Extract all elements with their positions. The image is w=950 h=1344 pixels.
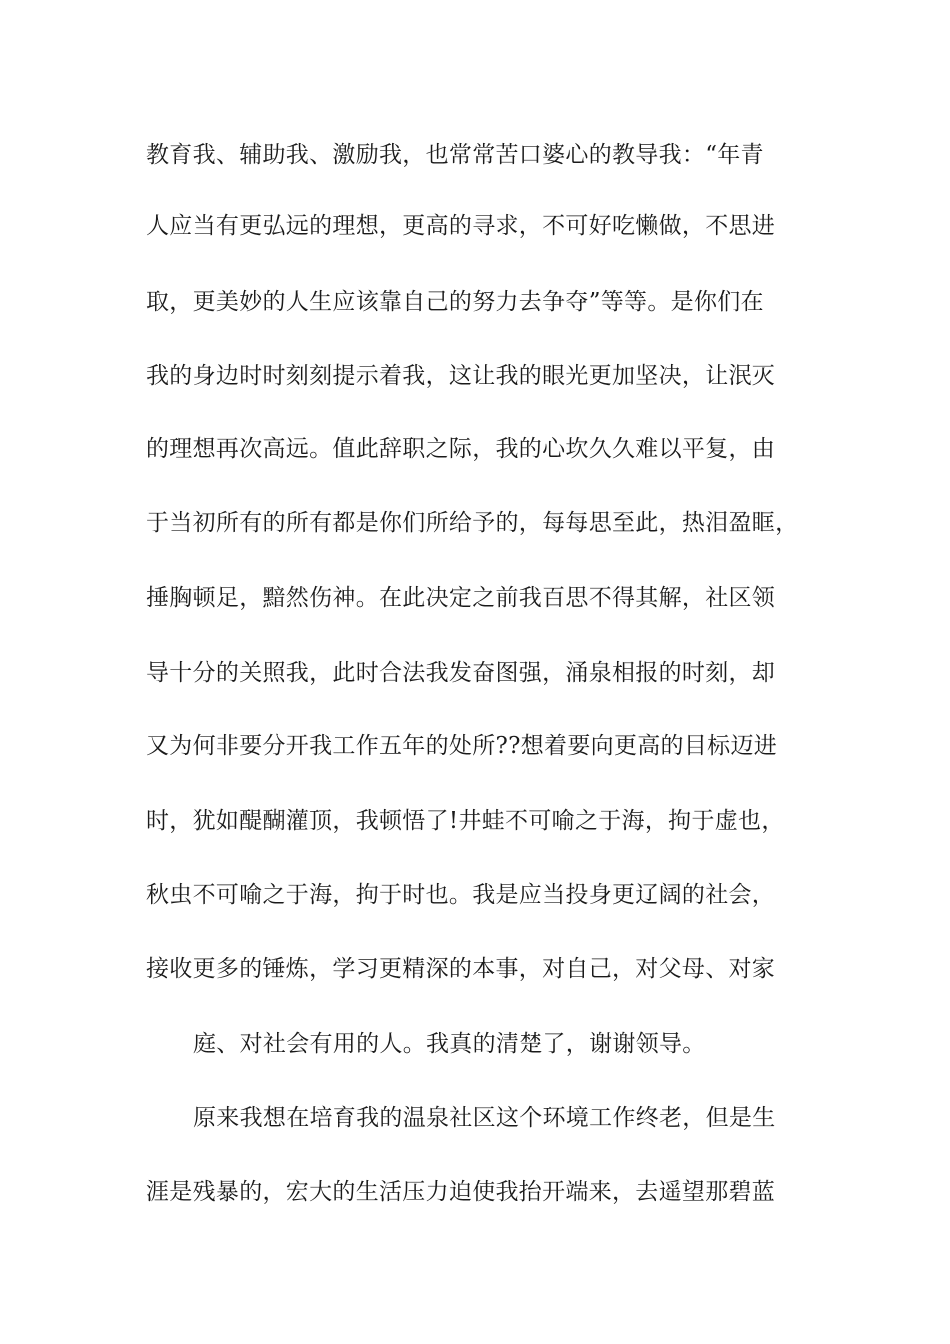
text-line: 导十分的关照我，此时合法我发奋图强，涌泉相报的时刻，却 [146, 660, 776, 686]
text-line: 秋虫不可喻之于海，拘于时也。我是应当投身更辽阔的社会， [146, 882, 776, 908]
text-line: 捶胸顿足，黯然伤神。在此决定之前我百思不得其解，社区领 [146, 585, 776, 611]
text-line: 于当初所有的所有都是你们所给予的，每每思至此，热泪盈眶， [146, 510, 799, 536]
text-line-paragraph-start: 原来我想在培育我的温泉社区这个环境工作终老，但是生 [193, 1105, 776, 1131]
text-line: 涯是残暴的，宏大的生活压力迫使我抬开端来，去遥望那碧蓝 [146, 1179, 776, 1205]
text-line: 教育我、辅助我、激励我，也常常苦口婆心的教导我：“年青 [146, 142, 764, 168]
text-line: 人应当有更弘远的理想，更高的寻求，不可好吃懒做，不思进 [146, 213, 776, 239]
text-line: 接收更多的锤炼，学习更精深的本事，对自己，对父母、对家 [146, 956, 776, 982]
text-line: 我的身边时时刻刻提示着我，这让我的眼光更加坚决，让泯灭 [146, 363, 776, 389]
text-line: 的理想再次高远。值此辞职之际，我的心坎久久难以平复，由 [146, 436, 776, 462]
text-line-paragraph-end: 庭、对社会有用的人。我真的清楚了，谢谢领导。 [193, 1031, 706, 1057]
text-line: 又为何非要分开我工作五年的处所??想着要向更高的目标迈进 [146, 733, 778, 759]
text-line: 时，犹如醍醐灌顶，我顿悟了!井蛙不可喻之于海，拘于虚也， [146, 808, 785, 834]
text-line: 取，更美妙的人生应该靠自己的努力去争夺”等等。是你们在 [146, 289, 764, 315]
